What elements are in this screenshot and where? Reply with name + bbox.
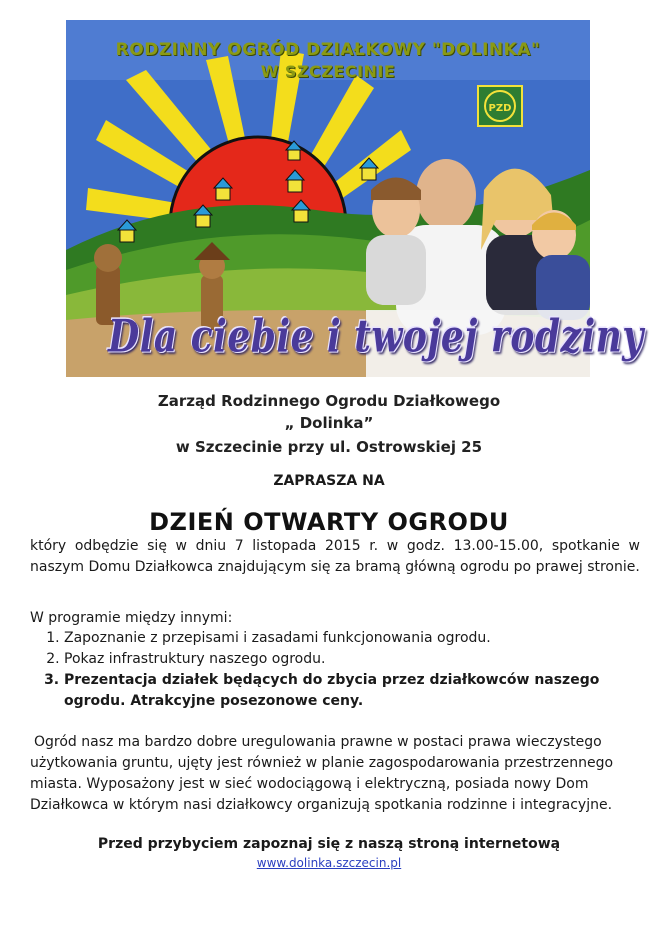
event-banner: [66, 20, 644, 377]
program-intro: W programie między innymi:: [30, 610, 233, 626]
event-details-paragraph: który odbędzie się w dniu 7 listopada 2015 r. w godz. 13.00-15.00, spotkanie w naszym Domu Działkowca znajdującym się za bramą główną ogrodu po prawej stronie.: [30, 538, 640, 575]
program-item: 1. Zapoznanie z przepisami i zasadami funkcjonowania ogrodu.: [64, 628, 664, 649]
event-headline: DZIEŃ OTWARTY OGRODU: [149, 508, 509, 536]
website-prompt: Przed przybyciem zapoznaj się z naszą stroną internetową: [97, 836, 561, 852]
banner-title-line2: W SZCZECINIE: [260, 62, 396, 81]
organizer-address: w Szczecinie przy ul. Ostrowskiej 25: [175, 438, 483, 456]
program-item: 2. Pokaz infrastruktury naszego ogrodu.: [64, 649, 664, 670]
invite-text: ZAPRASZA NA: [273, 473, 385, 489]
organizer-line1: Zarząd Rodzinnego Ogrodu Działkowego: [157, 392, 501, 410]
program-item: 3. Prezentacja działek będących do zbycia przez działkowców naszego ogrodu. Atrakcyjne posezonowe ceny.: [64, 670, 664, 712]
pzd-logo-text: PZD: [488, 103, 512, 114]
banner-title-line1: RODZINNY OGRÓD DZIAŁKOWY "DOLINKA": [115, 40, 541, 60]
banner-slogan: Dla ciebie i twojej rodziny: [108, 310, 644, 363]
garden-description-paragraph: Ogród nasz ma bardzo dobre uregulowania prawne w postaci prawa wieczystego użytkowania gruntu, ujęty jest również w planie zagospodarowania przestrzennego miasta. Wyposażony jest w sieć wodociągową i elektryczną, posiada nowy Dom Działkowca w którym nasi działkowcy organizują spotkania rodzinne i integracyjne.: [30, 734, 614, 813]
website-link[interactable]: www.dolinka.szczecin.pl: [256, 856, 402, 870]
program-list: [30, 628, 664, 712]
organizer-line2: „ Dolinka”: [284, 414, 374, 432]
